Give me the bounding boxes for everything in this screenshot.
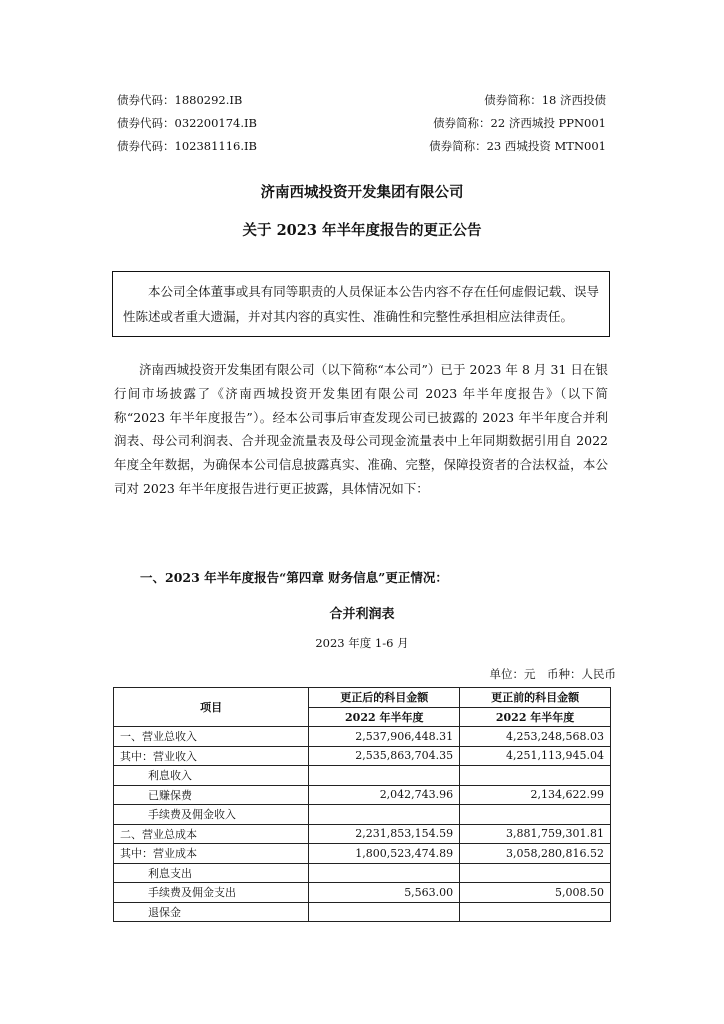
table-row (114, 902, 611, 922)
row-after: 2,042,743.96 (309, 785, 460, 805)
row-label: 一、营业总收入 (114, 727, 309, 747)
row-before (460, 863, 611, 883)
bond-code: 债券代码：102381116.IB (117, 139, 257, 153)
row-after: 1,800,523,474.89 (309, 844, 460, 864)
bond-code: 债券代码：1880292.IB (117, 93, 243, 107)
row-label: 利息收入 (114, 766, 309, 786)
subheader-after: 2022 年半年度 (309, 707, 460, 727)
header-item: 项目 (114, 688, 309, 727)
row-after (309, 902, 460, 922)
table-row (114, 727, 611, 747)
table-row (114, 785, 611, 805)
income-statement-table (113, 687, 611, 922)
row-before: 2,134,622.99 (460, 785, 611, 805)
subheader-before: 2022 年半年度 (460, 707, 611, 727)
row-after: 2,535,863,704.35 (309, 746, 460, 766)
row-before: 3,881,759,301.81 (460, 824, 611, 844)
table-row (114, 805, 611, 825)
row-before: 4,251,113,945.04 (460, 746, 611, 766)
table-row (114, 863, 611, 883)
row-label: 其中：营业成本 (114, 844, 309, 864)
row-after: 2,231,853,154.59 (309, 824, 460, 844)
row-after (309, 805, 460, 825)
section-heading: 一、2023 年半年度报告“第四章 财务信息”更正情况： (140, 570, 448, 585)
row-label: 已赚保费 (114, 785, 309, 805)
row-before: 3,058,280,816.52 (460, 844, 611, 864)
table-row (114, 824, 611, 844)
announcement-title: 关于 2023 年半年度报告的更正公告 (242, 222, 482, 239)
row-label: 手续费及佣金收入 (114, 805, 309, 825)
responsibility-notice: 本公司全体董事或具有同等职责的人员保证本公告内容不存在任何虚假记载、误导性陈述或者重大遗漏，并对其内容的真实性、准确性和完整性承担相应法律责任。 (112, 271, 610, 337)
row-before (460, 766, 611, 786)
table-row (114, 746, 611, 766)
row-label: 利息支出 (114, 863, 309, 883)
row-before: 5,008.50 (460, 883, 611, 903)
table-row (114, 766, 611, 786)
row-label: 退保金 (114, 902, 309, 922)
row-after (309, 766, 460, 786)
header-after: 更正后的科目金额 (309, 688, 460, 708)
bond-row-3 (117, 138, 606, 154)
header-before: 更正前的科目金额 (460, 688, 611, 708)
row-after: 5,563.00 (309, 883, 460, 903)
row-label: 手续费及佣金支出 (114, 883, 309, 903)
row-before: 4,253,248,568.03 (460, 727, 611, 747)
body-paragraph: 济南西城投资开发集团有限公司（以下简称“本公司”）已于 2023 年 8 月 31 日在银行间市场披露了《济南西城投资开发集团有限公司 2023 年半年度报告》（以下简称“2023 年半年度报告”）。经本公司事后审查发现公司已披露的 2023 年半年度合并利润表、母公司利润表、合并现金流量表及母公司现金流量表中上年同期数据引用自 2022 年度全年数据，为确保本公司信息披露真实、准确、完整，保障投资者的合法权益，本公司对 2023 年半年度报告进行更正披露，具体情况如下： (114, 362, 608, 496)
row-after (309, 863, 460, 883)
company-title: 济南西城投资开发集团有限公司 (260, 184, 464, 201)
bond-row-1 (117, 92, 606, 108)
row-label: 二、营业总成本 (114, 824, 309, 844)
bond-code: 债券代码：032200174.IB (117, 116, 257, 130)
table-row (114, 844, 611, 864)
bond-short-name: 债券简称：23 西城投资 MTN001 (429, 139, 606, 153)
table-title: 合并利润表 (329, 607, 395, 622)
unit-line: 单位：元 币种：人民币 (489, 667, 616, 681)
row-before (460, 805, 611, 825)
table-period: 2023 年度 1-6 月 (315, 636, 409, 650)
table-row (114, 883, 611, 903)
bond-short-name: 债券简称：22 济西城投 PPN001 (433, 116, 606, 130)
bond-short-name: 债券简称：18 济西投债 (484, 93, 606, 107)
row-after: 2,537,906,448.31 (309, 727, 460, 747)
row-label: 其中：营业收入 (114, 746, 309, 766)
row-before (460, 902, 611, 922)
bond-row-2 (117, 115, 606, 131)
